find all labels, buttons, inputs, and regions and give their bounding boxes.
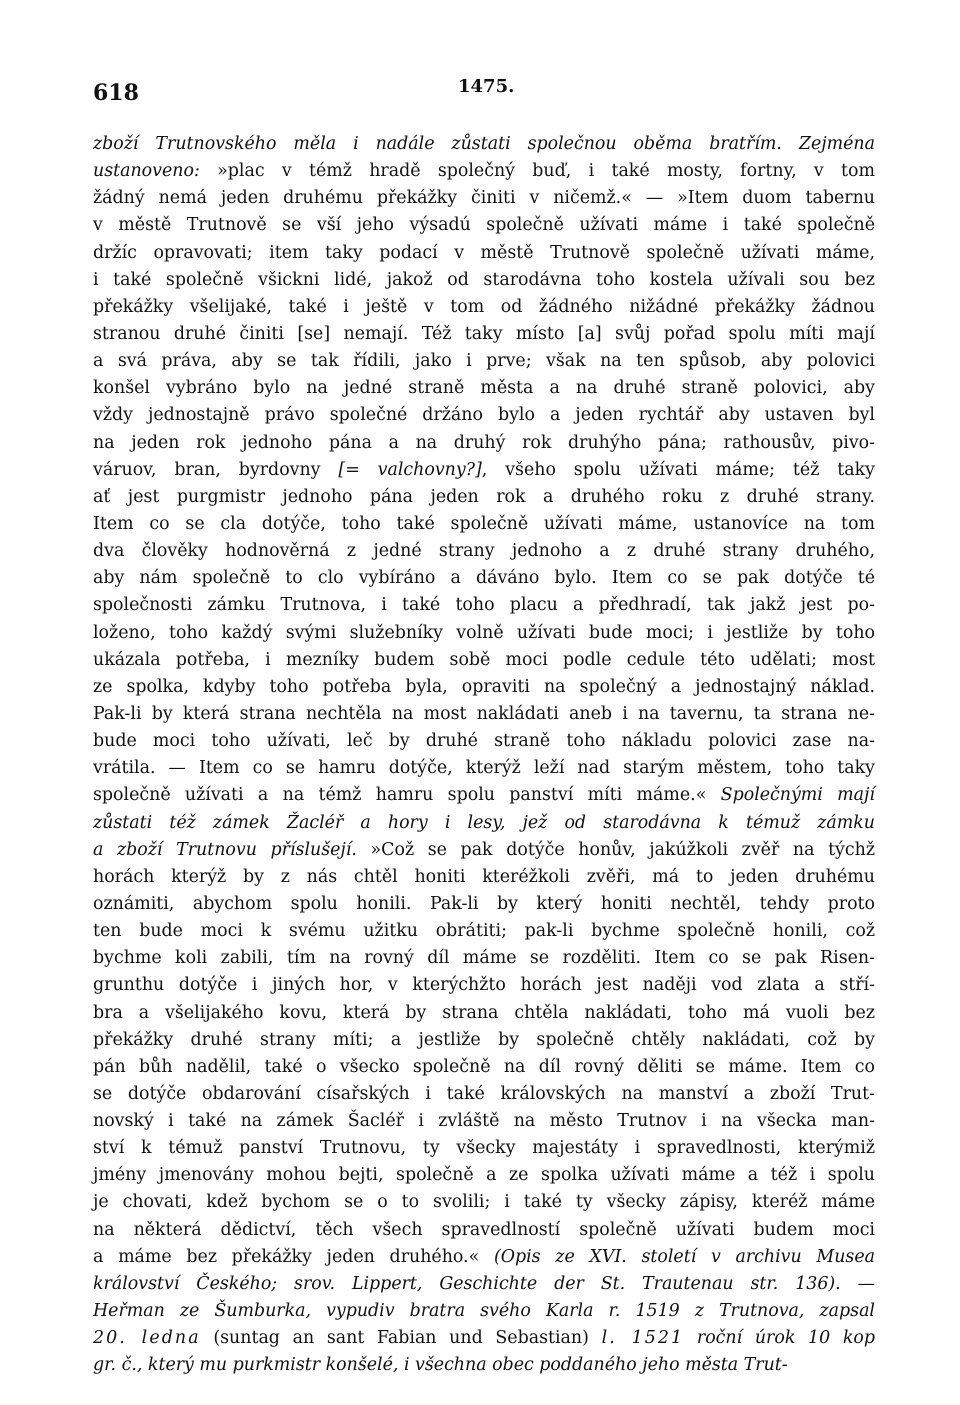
text-segment: i také společně všickni lidé, jakož od starodávna toho kostela užívali sou bez xyxy=(93,269,875,290)
text-line xyxy=(93,945,875,972)
text-line xyxy=(93,484,875,511)
text-line xyxy=(93,131,875,158)
text-line xyxy=(93,565,875,592)
text-segment: překážky všelijaké, také i ještě v tom od žádného nižádné překážky žádnou xyxy=(93,296,875,317)
text-line xyxy=(93,348,875,375)
text-segment: aby nám společně to clo vybíráno a dáváno bylo. Item co se pak dotýče té xyxy=(93,568,875,589)
italic-text-segment: království Českého; srov. Lippert, Geschichte der St. Trautenau str. 136). — xyxy=(93,1273,875,1294)
text-line xyxy=(93,810,875,837)
text-line xyxy=(93,1189,875,1216)
text-segment: bude moci toho užívati, leč by druhé straně toho nákladu polovici zase na- xyxy=(93,731,875,752)
text-line xyxy=(93,430,875,457)
text-segment: na některá dědictví, těch všech spravedlností společně užívati budem moci xyxy=(93,1219,875,1240)
italic-text-segment: (Opis ze XVI. století v archivu Musea xyxy=(493,1246,875,1267)
text-segment: a svá práva, aby se tak řídili, jako i prve; však na ten spůsob, aby polovici xyxy=(93,351,875,372)
text-line xyxy=(93,511,875,538)
italic-text-segment: a zboží Trutnovu příslušejí. xyxy=(93,839,357,860)
text-line xyxy=(93,620,875,647)
text-segment: společně užívati a na témž hamru spolu panství míti máme.« xyxy=(93,785,721,806)
text-segment: vždy jednostajně právo společné držáno bylo a jeden rychtář aby ustaven byl xyxy=(93,405,875,426)
text-segment: (suntag an sant Fabian und Sebastian) xyxy=(200,1328,602,1349)
text-segment: překážky druhé strany míti; a jestliže by společně chtěly nakládati, což by xyxy=(93,1029,875,1050)
text-segment: společnosti zámku Trutnova, i také toho placu a předhradí, tak jakž jest po- xyxy=(93,595,875,616)
text-line xyxy=(93,538,875,565)
text-line xyxy=(93,1352,875,1379)
text-segment: na jeden rok jednoho pána a na druhý rok druhýho pána; rathousův, pivo- xyxy=(93,432,875,453)
text-line xyxy=(93,1081,875,1108)
text-line xyxy=(93,212,875,239)
text-segment: ze spolka, kdyby toho potřeba byla, opraviti na společný a jednostajný náklad. xyxy=(93,676,875,697)
text-line xyxy=(93,755,875,782)
italic-text-segment: Společnými mají xyxy=(720,785,875,806)
text-line xyxy=(93,1244,875,1271)
text-line xyxy=(93,1054,875,1081)
text-line xyxy=(93,674,875,701)
text-line xyxy=(93,1217,875,1244)
italic-text-segment: zboží Trutnovského měla i nadále zůstati společnou oběma bratřím. Zejména xyxy=(93,134,875,154)
text-line xyxy=(93,891,875,918)
text-line xyxy=(93,1108,875,1135)
text-segment: ať jest purgmistr jednoho pána jeden rok a druhého roku z druhé strany. xyxy=(93,486,875,507)
body-text xyxy=(93,131,875,1379)
text-segment: ten bude moci k svému užitku obrátiti; pak-li bychme společně honili, což xyxy=(93,921,875,942)
text-segment: se dotýče obdarování císařských i také královských na manství a zboží Trut- xyxy=(93,1083,875,1104)
text-segment: novský i také na zámek Šacléř i zvláště na město Trutnov i na všecka man- xyxy=(93,1111,875,1132)
text-segment: bra a všelijakého kovu, která by strana chtěla nakládati, toho má vuoli bez xyxy=(93,1002,875,1023)
text-line xyxy=(93,457,875,484)
text-segment: jmény jmenovány mohou bejti, společně a ze spolka užívati máme a též i spolu xyxy=(93,1165,875,1186)
text-segment: »Což se pak dotýče honův, jakúžkoli zvěř na týchž xyxy=(356,839,875,860)
text-segment: grunthu dotýče i jiných hor, v kterýchžto horách jest naději vod zlata a stří- xyxy=(93,975,875,996)
text-segment: a máme bez překážky jeden druhého.« xyxy=(93,1246,494,1267)
text-segment: v městě Trutnově se vší jeho výsadú společně užívati máme i také společně xyxy=(93,215,875,236)
text-line xyxy=(93,701,875,728)
text-segment: žádný nemá jeden druhému překážky činiti v ničemž.« — »Item duom tabernu xyxy=(93,188,875,209)
text-line xyxy=(93,375,875,402)
text-line xyxy=(93,918,875,945)
text-line xyxy=(93,1325,875,1352)
text-line xyxy=(93,1162,875,1189)
text-segment: ukázala potřeba, i mezníky budem sobě moci podle cedule této udělati; most xyxy=(93,649,875,670)
text-segment: , všeho spolu užívati máme; též taky xyxy=(481,459,875,480)
text-line xyxy=(93,158,875,185)
italic-text-segment: [= valchovny?] xyxy=(338,459,482,480)
text-segment: bychme koli zabili, tím na rovný díl máme se rozděliti. Item co se pak Risen- xyxy=(93,948,875,969)
text-segment: loženo, toho každý svými služebníky volně užívati bude moci; i jestliže by toho xyxy=(93,622,875,643)
text-segment: stranou druhé činiti [se] nemají. Též taky místo [a] svůj pořad spolu míti mají xyxy=(93,323,875,344)
italic-text-segment: zůstati též zámek Žacléř a hory i lesy, jež od starodávna k témuž zámku xyxy=(93,812,875,833)
text-segment: dva člověky hodnověrná z jedné strany jednoho a z druhé strany druhého, xyxy=(93,541,875,562)
text-line xyxy=(93,592,875,619)
text-segment: je chovati, kdež bychom se o to svolili; i také ty všecky zápisy, kteréž máme xyxy=(93,1192,875,1213)
italic-text-segment: ustanoveno: xyxy=(93,161,200,182)
text-line xyxy=(93,782,875,809)
text-segment: konšel vybráno bylo na jedné straně města a na druhé straně polovici, aby xyxy=(93,378,875,399)
text-line xyxy=(93,1000,875,1027)
italic-text-segment: Heřman ze Šumburka, vypudiv bratra svého Karla r. 1519 z Trutnova, zapsal xyxy=(93,1301,875,1322)
text-segment: Pak-li by která strana nechtěla na most nakládati aneb i na tavernu, ta strana ne- xyxy=(93,703,875,724)
text-line xyxy=(93,267,875,294)
text-line xyxy=(93,185,875,212)
text-segment: horách kterýž by z nás chtěl honiti kteréžkoli zvěři, má to jeden druhému xyxy=(93,866,875,887)
italic-text-segment: gr. č., který mu purkmistr konšelé, i všechna obec poddaného jeho města Trut- xyxy=(93,1355,788,1376)
text-segment: držíc opravovati; item taky podací v městě Trutnově společně užívati máme, xyxy=(93,242,875,263)
text-segment: »plac v témž hradě společný buď, i také mosty, fortny, v tom xyxy=(199,161,875,182)
text-segment: Item co se cla dotýče, toho také společně užívati máme, ustanovíce na tom xyxy=(93,513,875,534)
text-line xyxy=(93,864,875,891)
text-segment: oznámiti, abychom spolu honili. Pak-li by který honiti nechtěl, tehdy proto xyxy=(93,893,875,914)
text-segment: ství k témuž panství Trutnovu, ty všecky majestáty i spravedlnosti, kterýmiž xyxy=(93,1138,875,1159)
text-line xyxy=(93,647,875,674)
page-number: 618 xyxy=(93,80,139,106)
text-segment: pán bůh nadělil, také o všecko společně na díl rovný děliti se máme. Item co xyxy=(93,1056,875,1077)
text-line xyxy=(93,1027,875,1054)
text-line xyxy=(93,972,875,999)
text-line xyxy=(93,294,875,321)
text-segment: váruov, bran, byrdovny xyxy=(93,459,339,480)
text-line xyxy=(93,240,875,267)
text-line xyxy=(93,728,875,755)
italic-text-segment: 20. ledna xyxy=(93,1328,201,1349)
text-line xyxy=(93,1298,875,1325)
text-line xyxy=(93,1271,875,1298)
italic-text-segment: l. 1521 xyxy=(601,1328,685,1349)
text-line xyxy=(93,1135,875,1162)
italic-text-segment: roční úrok 10 kop xyxy=(684,1328,875,1349)
running-header-year: 1475. xyxy=(458,76,515,97)
text-line xyxy=(93,321,875,348)
text-segment: vrátila. — Item co se hamru dotýče, kterýž leží nad starým městem, toho taky xyxy=(93,758,875,779)
text-line xyxy=(93,402,875,429)
text-line xyxy=(93,837,875,864)
